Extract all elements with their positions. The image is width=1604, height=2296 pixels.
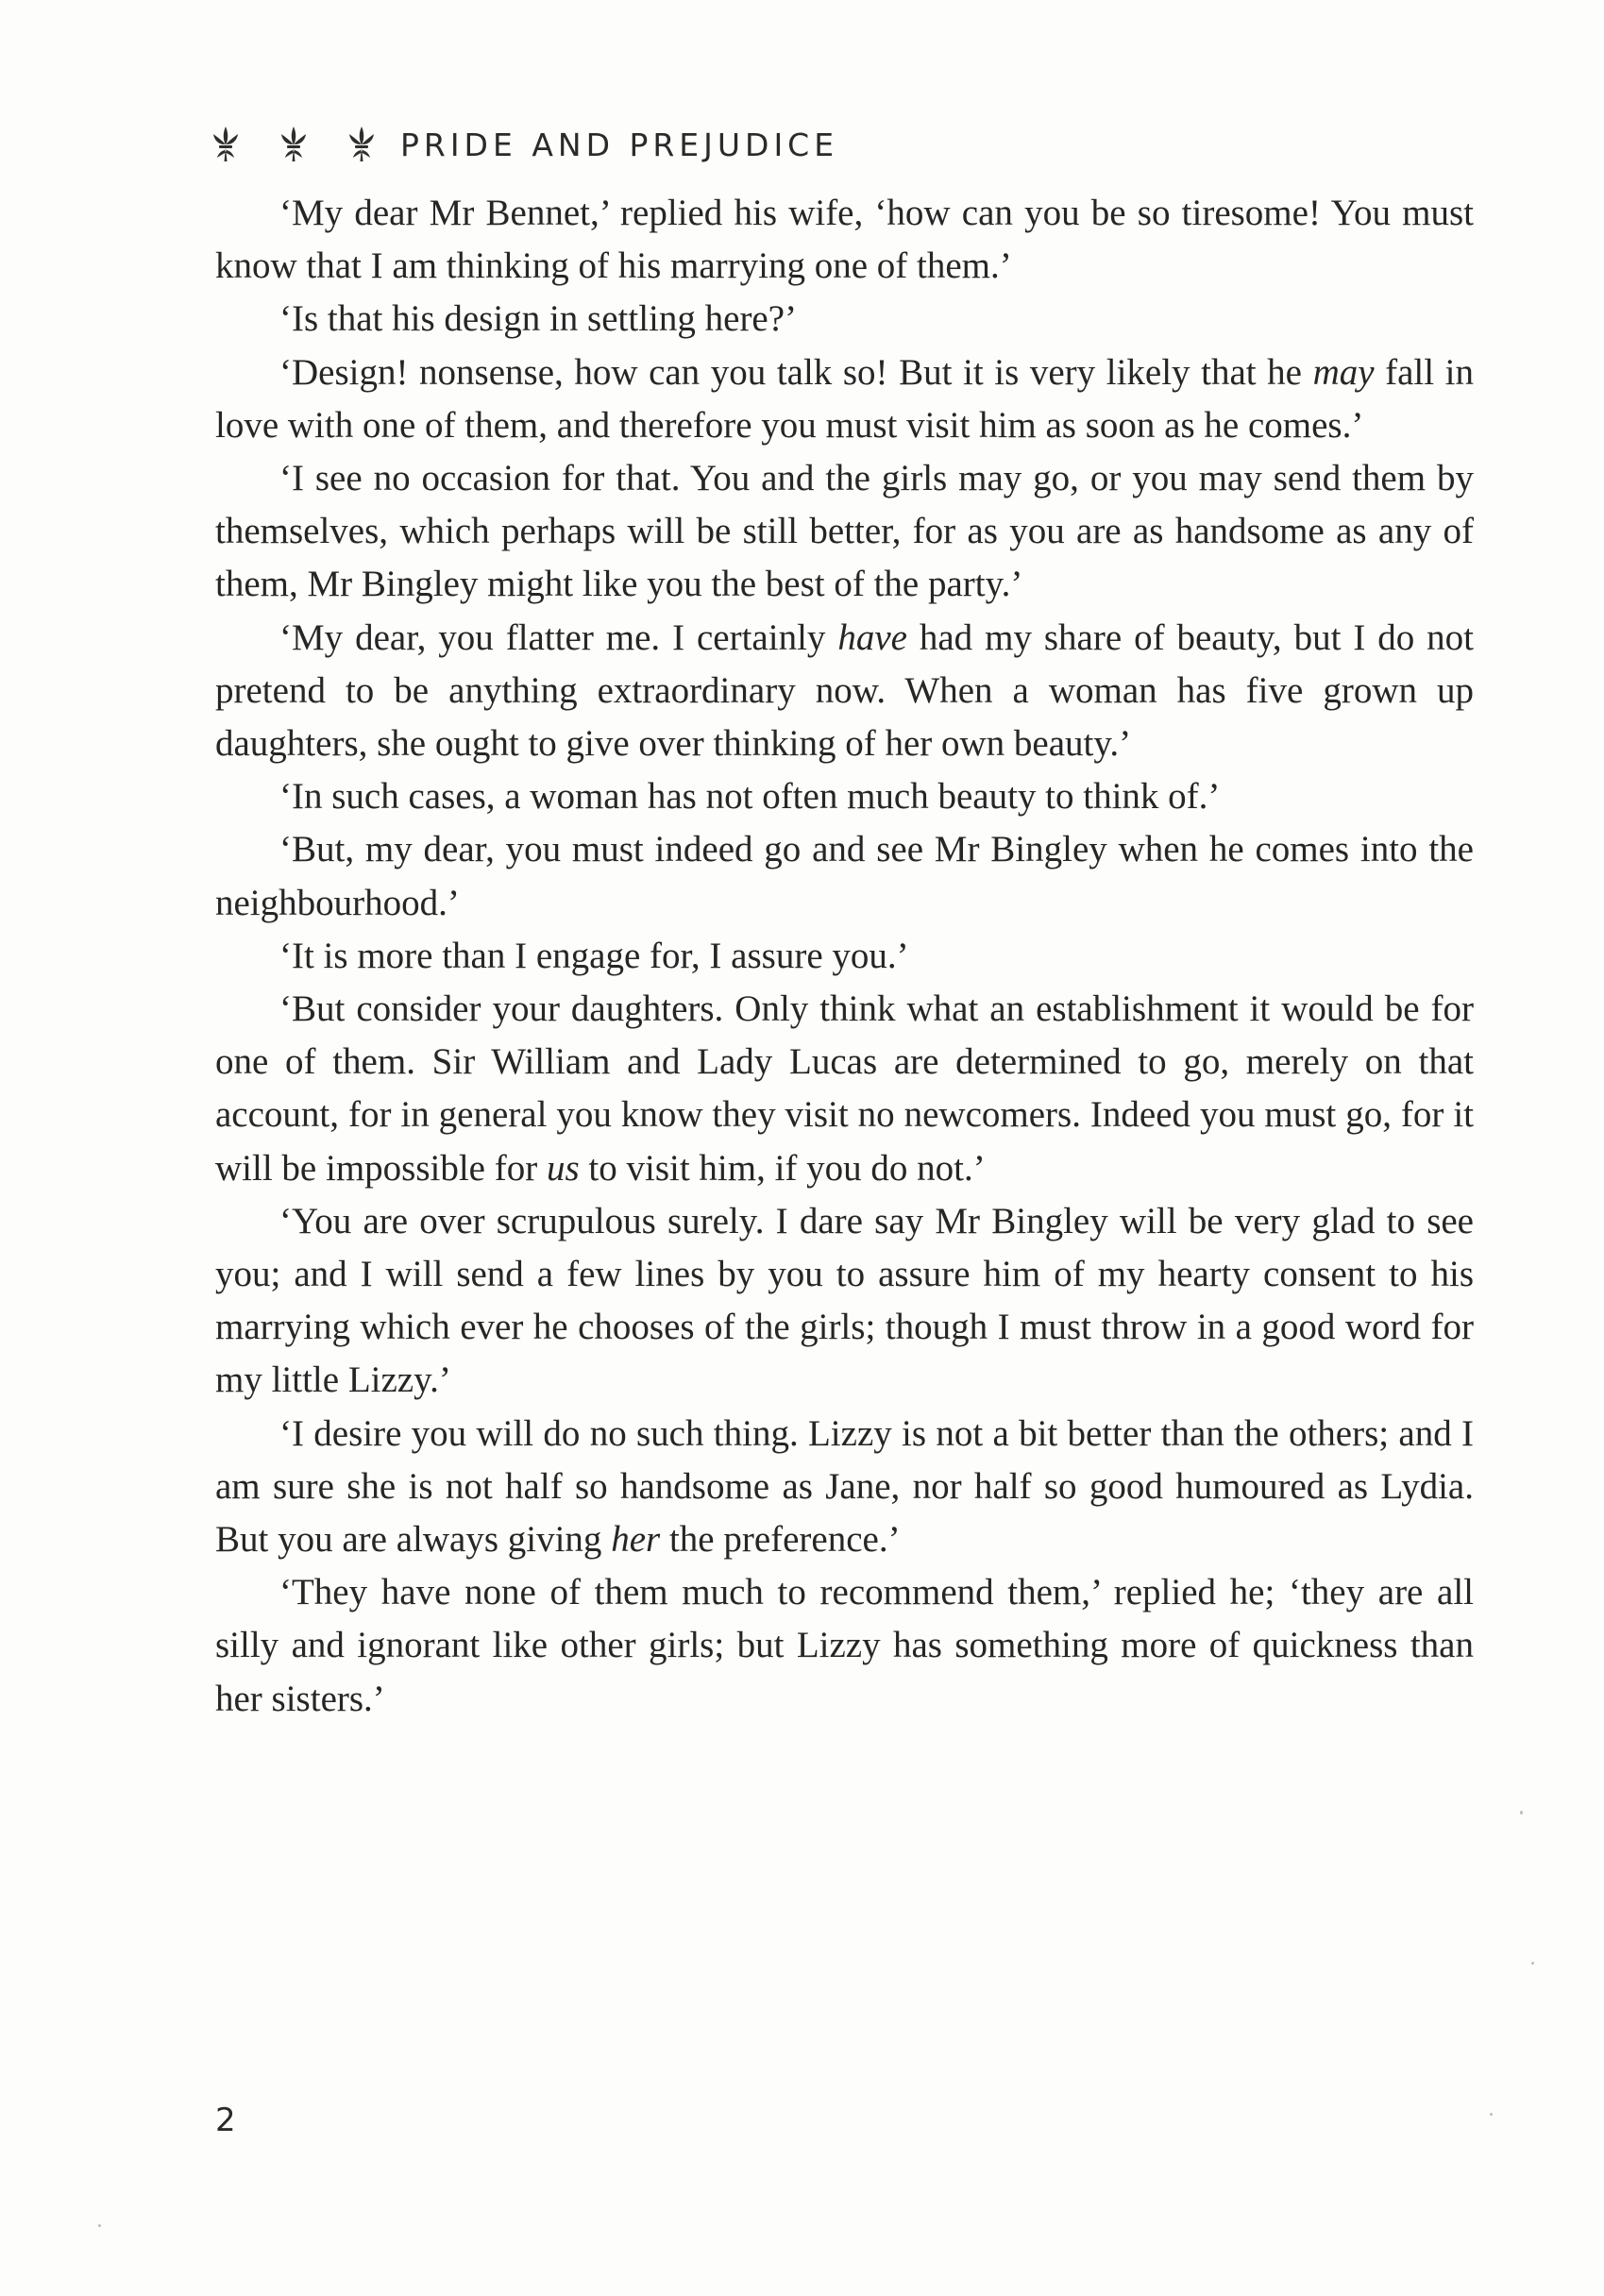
dialogue-paragraph [215, 612, 1474, 771]
page-number: 2 [215, 2102, 236, 2139]
text-run: fall in love with one of them, and therefore you must visit him as soon as he comes.’ [215, 351, 1474, 446]
dialogue-paragraph [215, 346, 1474, 452]
dialogue-paragraph [215, 1408, 1474, 1567]
dialogue-paragraph [215, 1566, 1474, 1726]
text-run: ‘Is that his design in settling here?’ [279, 298, 798, 340]
emphasis-text: have [837, 616, 907, 658]
emphasis-text: us [546, 1147, 580, 1189]
dialogue-paragraph [215, 983, 1474, 1195]
fleur-de-lis-icon [347, 125, 376, 164]
text-run: ‘I desire you will do no such thing. Lizzy is not a bit better than the others; and I am sure she is not half so handsome as Jane, nor half so good humoured as Lydia. But you are always giving [215, 1412, 1474, 1561]
emphasis-text: her [611, 1519, 661, 1561]
text-run: ‘They have none of them much to recommend them,’ replied he; ‘they are all silly and ignorant like other girls; but Lizzy has something more of quickness than her sisters.’ [215, 1572, 1474, 1719]
running-head [211, 121, 838, 168]
text-run: to visit him, if you do not.’ [579, 1147, 986, 1189]
text-run: the preference.’ [660, 1519, 901, 1561]
emphasis-text: may [1312, 351, 1375, 393]
text-run: ‘You are over scrupulous surely. I dare say Mr Bingley will be very glad to see you; and I will send a few lines by you to assure him of my hearty consent to his marrying which ever he chooses of the girls; though I must throw in a good word for my little Lizzy.’ [215, 1200, 1474, 1401]
dialogue-paragraph [215, 293, 1474, 346]
text-run: ‘My dear, you flatter me. I certainly [279, 616, 838, 658]
dialogue-paragraph [215, 823, 1474, 929]
fleur-de-lis-icon [279, 125, 308, 164]
paper-speck [98, 2224, 101, 2227]
text-run: had my share of beauty, but I do not pretend to be anything extraordinary now. When a woman has five grown up daughters, she ought to give over thinking of her own beauty.’ [215, 616, 1474, 765]
running-title: PRIDE AND PREJUDICE [400, 126, 839, 163]
text-run: ‘I see no occasion for that. You and the girls may go, or you may send them by themselves, which perhaps will be still better, for as you are as handsome as any of them, Mr Bingley might like you the best of the party.’ [215, 458, 1474, 605]
text-run: ‘But, my dear, you must indeed go and see Mr Bingley when he comes into the neighbourhood.’ [215, 829, 1474, 923]
dialogue-paragraph [215, 452, 1474, 612]
dialogue-paragraph [215, 770, 1474, 823]
body-text [215, 187, 1474, 1726]
paper-speck [1531, 1962, 1534, 1965]
dialogue-paragraph [215, 1195, 1474, 1408]
dialogue-paragraph [215, 930, 1474, 983]
text-run: ‘But consider your daughters. Only think what an establishment it would be for one of them. Sir William and Lady Lucas are determined to go, merely on that account, for in general you know they visit no newcomers. Indeed you must go, for it will be impossible for [215, 988, 1474, 1189]
paper-speck [1490, 2113, 1493, 2116]
text-run: ‘Design! nonsense, how can you talk so! But it is very likely that he [279, 351, 1313, 393]
text-run: ‘It is more than I engage for, I assure you.’ [279, 935, 909, 976]
text-run: ‘In such cases, a woman has not often much beauty to think of.’ [279, 776, 1221, 818]
text-run: ‘My dear Mr Bennet,’ replied his wife, ‘how can you be so tiresome! You must know that I am thinking of his marrying one of them.’ [215, 193, 1474, 287]
paper-speck [1520, 1811, 1523, 1815]
fleur-de-lis-icon [211, 125, 240, 164]
dialogue-paragraph [215, 187, 1474, 293]
